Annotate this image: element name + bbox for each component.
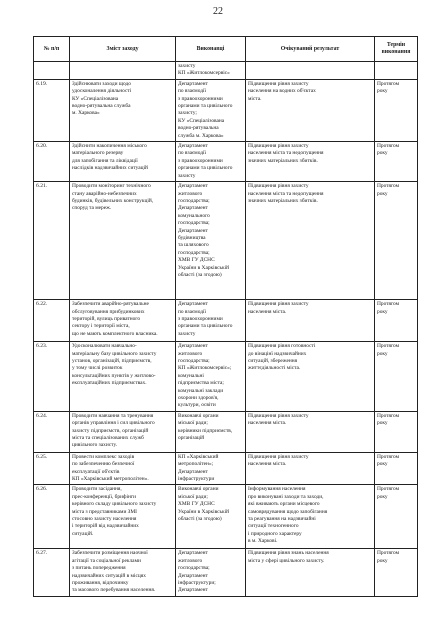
row-executors-line: житлового — [178, 190, 203, 197]
row-result-line: Підвищення рівня захисту — [248, 453, 309, 460]
row-executors-line: Департамент — [178, 550, 208, 557]
row-term-cell — [375, 452, 418, 485]
row-content-line: проживання, відпочинку — [72, 580, 129, 586]
row-executors-line: культури, освіти — [178, 402, 216, 409]
row-content-cell — [70, 549, 176, 596]
row-executors-line: з правоохоронними — [178, 157, 223, 164]
row-executors-cell — [176, 142, 246, 182]
row-content-line: керівного складу цивільного захисту — [72, 501, 157, 508]
row-term-line: року — [377, 308, 388, 315]
row-result-cell — [246, 485, 375, 549]
row-number: 6.21. — [34, 182, 70, 300]
row-executors-line: з правоохоронними — [178, 95, 223, 102]
table-row — [34, 342, 418, 412]
row-term-line: Протягом — [377, 183, 400, 190]
row-content-line: експлуатаційних підприємствах. — [72, 380, 147, 387]
row-number: 6.26. — [34, 485, 70, 549]
row-term-line: Протягом — [377, 343, 400, 350]
row-result-cell — [246, 300, 375, 342]
row-term-cell — [375, 300, 418, 342]
row-executors-line: інфраструктури; — [178, 580, 216, 586]
row-result-cell — [246, 411, 375, 452]
row-result-line: самоврядування щодо запобігання — [248, 508, 328, 515]
row-content-line: водно-рятувальна служба — [72, 103, 131, 110]
row-executors-line: Департамент — [178, 572, 208, 579]
row-term-cell — [375, 142, 418, 182]
row-result-line: значних матеріальних збитків. — [248, 197, 318, 204]
row-executors-line: житлового — [178, 350, 203, 357]
table-row — [34, 300, 418, 342]
row-executors-line: органами та цивільного — [178, 103, 233, 110]
row-executors-line: житлового — [178, 557, 203, 564]
row-result-line: населення міста та недопущення — [248, 190, 324, 197]
row-result-line: населення на водних об'єктах — [248, 88, 316, 95]
row-executors-cell — [176, 182, 246, 300]
row-executors-line: та шляхового — [178, 242, 209, 249]
row-content-line: Проводити моніторинг технічного — [72, 183, 151, 190]
row-number — [34, 62, 70, 80]
row-number: 6.20. — [34, 142, 70, 182]
row-executors-line: Департамент — [178, 205, 208, 212]
row-result-line: Підвищення рівня знань населення — [248, 550, 329, 557]
row-term-cell — [375, 79, 418, 141]
row-executors-line: міської ради; — [178, 420, 208, 427]
row-executors-line: КУ «Спеціалізована — [178, 117, 225, 124]
row-result-cell — [246, 182, 375, 300]
row-result-line: Підвищення рівня захисту — [248, 80, 309, 87]
table-row — [34, 182, 418, 300]
row-content-line: у тому числі розвиток — [72, 365, 123, 372]
row-content-line: Удосконалювати навчально- — [72, 343, 137, 350]
row-term-line: року — [377, 461, 388, 468]
row-result-line: Підвищення рівня захисту — [248, 183, 309, 190]
row-content-line: консультаційних пунктів у житлово- — [72, 372, 156, 379]
row-result-cell — [246, 142, 375, 182]
row-content-cell — [70, 182, 176, 300]
row-executors-line: господарства; — [178, 357, 210, 364]
row-result-line: населення міста. — [248, 461, 287, 468]
row-term-cell — [375, 411, 418, 452]
row-result-line: Інформування населення — [248, 486, 306, 493]
table-row — [34, 485, 418, 549]
row-result-cell — [246, 79, 375, 141]
row-term-line: Протягом — [377, 301, 400, 308]
row-result-line: які вживають органи місцевого — [248, 501, 320, 508]
row-number: 6.27. — [34, 549, 70, 596]
header-term: Термін виконання — [375, 37, 418, 62]
row-content-cell — [70, 485, 176, 549]
row-result-line: та реагування на надзвичайні — [248, 516, 316, 522]
row-executors-cell — [176, 485, 246, 549]
row-executors-line: водно-рятувальна — [178, 125, 219, 132]
row-term-line: року — [377, 420, 388, 427]
row-content-line: і територій від надзвичайних — [72, 523, 139, 530]
row-executors-line: області (за згодою) — [178, 516, 222, 522]
row-executors-line: Департамент — [178, 587, 208, 594]
row-executors-line: Виконавчі органи — [178, 486, 219, 493]
row-content-line: та масового перебування населення. — [72, 587, 156, 594]
row-content-line: установ, організацій, підприємств, — [72, 357, 152, 364]
row-executors-line: організацій — [178, 434, 205, 441]
row-result-line: населення міста та недопущення — [248, 150, 324, 157]
row-term-line: року — [377, 190, 388, 197]
row-result-cell — [246, 62, 375, 80]
row-executors-line: захисту — [178, 172, 196, 179]
row-content-line: Проводити засідання, — [72, 486, 122, 493]
row-term-cell — [375, 182, 418, 300]
row-executors-line: служба м. Харкова» — [178, 132, 224, 139]
header-result: Очікуваний результат — [246, 37, 375, 62]
row-content-line: надзвичайних ситуацій в місцях — [72, 572, 146, 579]
row-executors-line: господарства; — [178, 565, 210, 572]
row-content-line: будинків, будівельних конструкцій, — [72, 197, 154, 204]
row-result-line: Підвищення рівня захисту — [248, 301, 309, 308]
table-row — [34, 142, 418, 182]
row-result-cell — [246, 452, 375, 485]
row-content-line: обслуговування прибудинкових — [72, 308, 145, 315]
row-executors-line: Департамент — [178, 183, 208, 190]
row-executors-line: метрополітен»; — [178, 461, 214, 468]
row-term-line: року — [377, 557, 388, 564]
row-result-line: Підвищення рівня захисту — [248, 412, 309, 419]
table-row — [34, 549, 418, 596]
row-executors-line: Департамент — [178, 301, 208, 308]
row-result-cell — [246, 549, 375, 596]
row-executors-line: КП «Житлокомсервіс»; — [178, 365, 232, 372]
row-content-line: стану аварійно-небезпечних — [72, 190, 137, 197]
row-executors-line: України в Харківській — [178, 264, 230, 271]
row-term-line: року — [377, 150, 388, 157]
row-content-cell — [70, 300, 176, 342]
page-number: 22 — [213, 6, 223, 17]
row-executors-cell — [176, 342, 246, 412]
row-executors-line: органами та цивільного — [178, 323, 233, 330]
row-executors-cell — [176, 62, 246, 80]
row-executors-line: Департамент — [178, 143, 208, 150]
row-result-line: населення міста. — [248, 420, 287, 427]
row-executors-line: охорони здоров'я, — [178, 394, 219, 401]
header-executors: Виконавці — [176, 37, 246, 62]
row-result-line: ситуації техногенного — [248, 523, 299, 530]
row-executors-line: підприємства міста; — [178, 380, 224, 387]
row-content-line: сектору і території міста, — [72, 323, 130, 330]
row-executors-line: інфраструктури — [178, 475, 215, 482]
row-executors-line: міської ради; — [178, 493, 208, 500]
row-result-line: життєдіяльності міста. — [248, 365, 301, 372]
row-term-cell — [375, 342, 418, 412]
row-term-line: Протягом — [377, 486, 400, 493]
header-number: № п/п — [34, 37, 70, 62]
row-executors-line: Департамент — [178, 468, 208, 475]
row-content-cell — [70, 142, 176, 182]
row-term-line: Протягом — [377, 143, 400, 150]
row-executors-line: захисту; — [178, 110, 197, 117]
row-executors-cell — [176, 549, 246, 596]
row-result-line: ситуацій, збереження — [248, 357, 298, 364]
row-content-line: для запобігання та ліквідації — [72, 157, 138, 164]
row-executors-line: господарства; — [178, 197, 210, 204]
row-result-line: в м. Харкові. — [248, 538, 278, 545]
row-content-line: Забезпечити аварійно-рятувальне — [72, 301, 149, 308]
row-content-line: прес-конференції, брифінги — [72, 493, 136, 500]
row-content-line: м. Харкова» — [72, 110, 100, 117]
row-term-line: Протягом — [377, 412, 400, 419]
row-content-line: з питань попередження — [72, 565, 126, 572]
row-result-cell — [246, 342, 375, 412]
table-row — [34, 452, 418, 485]
row-term-line: року — [377, 88, 388, 95]
row-content-line: КУ «Спеціалізована — [72, 95, 119, 102]
table-row — [34, 79, 418, 141]
row-content-line: по забезпеченню безпечної — [72, 461, 135, 468]
row-content-line: Здійснювати заходи щодо — [72, 80, 131, 87]
row-executors-line: з правоохоронними — [178, 315, 223, 322]
row-term-line: року — [377, 493, 388, 500]
row-executors-cell — [176, 452, 246, 485]
table-body — [34, 62, 418, 597]
row-content-line: ситуацій. — [72, 530, 94, 537]
row-result-line: Підвищення рівня захисту — [248, 143, 309, 150]
row-executors-line: керівники підприємств, — [178, 427, 233, 434]
row-content-line: органів управління і сил цивільного — [72, 420, 155, 427]
row-executors-line: ХМВ ГУ ДСНС — [178, 257, 215, 264]
row-executors-line: по взаємодії — [178, 88, 206, 95]
row-executors-line: по взаємодії — [178, 150, 206, 157]
row-result-line: про виконувані заходи та заходи, — [248, 493, 324, 500]
row-content-line: міста з представниками ЗМІ — [72, 508, 137, 515]
row-content-line: експлуатації об'єктів — [72, 468, 120, 475]
row-executors-line: КП «Харківський — [178, 453, 219, 460]
row-content-line: Провести комплекс заходів — [72, 453, 135, 460]
row-content-line: територій, вулиць приватного — [72, 315, 141, 322]
row-content-line: що не мають комплектного власника. — [72, 330, 158, 337]
row-executors-line: комунального — [178, 212, 210, 219]
row-result-line: міста у сфері цивільного захисту. — [248, 557, 325, 564]
row-content-cell — [70, 342, 176, 412]
row-executors-cell — [176, 79, 246, 141]
row-executors-cell — [176, 300, 246, 342]
row-content-line: Проводити навчання та тренування — [72, 412, 154, 419]
row-executors-line: області (за згодою) — [178, 271, 222, 278]
row-result-line: значних матеріальних збитків. — [248, 157, 318, 164]
row-executors-cell — [176, 411, 246, 452]
row-content-cell — [70, 452, 176, 485]
row-content-line: Забезпечити розміщення наочної — [72, 550, 148, 557]
header-content: Зміст заходу — [70, 37, 176, 62]
row-term-line: Протягом — [377, 550, 400, 557]
row-executors-line: господарства; — [178, 249, 210, 256]
row-content-cell — [70, 411, 176, 452]
row-number: 6.22. — [34, 300, 70, 342]
row-result-line: населення міста. — [248, 308, 287, 315]
row-content-line: агітації та соціальної реклами — [72, 557, 141, 564]
row-executors-line: Департамент — [178, 227, 208, 234]
row-executors-line: ХМВ ГУ ДСНС — [178, 501, 215, 508]
row-content-line: споруд та мереж. — [72, 205, 112, 212]
row-term-cell — [375, 549, 418, 596]
row-executors-line: Департамент — [178, 80, 208, 87]
row-term-cell — [375, 62, 418, 80]
row-executors-line: комунальні заклади — [178, 387, 224, 394]
table-row — [34, 62, 418, 80]
row-executors-line: господарства; — [178, 220, 210, 227]
row-number: 6.23. — [34, 342, 70, 412]
row-executors-line: Департамент — [178, 343, 208, 350]
row-result-line: і природного характеру — [248, 530, 302, 537]
table-row — [34, 411, 418, 452]
row-executors-line: будівництва — [178, 234, 206, 241]
row-content-line: цивільного захисту. — [72, 442, 117, 449]
measures-table — [33, 36, 418, 597]
row-executors-line: України в Харківській — [178, 508, 230, 515]
row-term-line: Протягом — [377, 453, 400, 460]
row-result-line: до вінацінї надзвичайних — [248, 350, 307, 357]
row-executors-line: захисту — [178, 330, 196, 337]
row-content-line: міста та спеціалізованих служб — [72, 434, 144, 441]
row-executors-line: комунальні — [178, 372, 204, 379]
row-content-line: матеріального резерву — [72, 150, 124, 157]
row-content-cell — [70, 79, 176, 141]
row-term-line: року — [377, 350, 388, 357]
row-number: 6.19. — [34, 79, 70, 141]
row-executors-line: захисту — [178, 63, 196, 69]
row-result-line: міста. — [248, 95, 262, 102]
row-content-cell — [70, 62, 176, 80]
row-content-line: удосконалення діяльності — [72, 88, 132, 95]
row-content-line: Здійснити накопичення міського — [72, 143, 147, 150]
row-content-line: матеріальну базу цивільного захисту — [72, 350, 157, 357]
row-term-line: Протягом — [377, 80, 400, 87]
row-executors-line: Виконавчі органи — [178, 412, 219, 419]
row-result-line: Підвищення рівня готовності — [248, 343, 316, 350]
row-executors-line: КП «Житлокомсервіс» — [178, 70, 230, 77]
row-term-cell — [375, 485, 418, 549]
table-header-row — [34, 37, 418, 62]
row-number: 6.24. — [34, 411, 70, 452]
row-content-line: КП «Харківський метрополітен». — [72, 475, 149, 482]
row-content-line: наслідків надзвичайних ситуацій — [72, 165, 148, 172]
row-content-line: захисту підприємств, організацій — [72, 427, 149, 434]
row-number: 6.25. — [34, 452, 70, 485]
row-content-line: стосовно захисту населення — [72, 516, 137, 522]
row-executors-line: по взаємодії — [178, 308, 206, 315]
row-executors-line: органами та цивільного — [178, 165, 233, 172]
